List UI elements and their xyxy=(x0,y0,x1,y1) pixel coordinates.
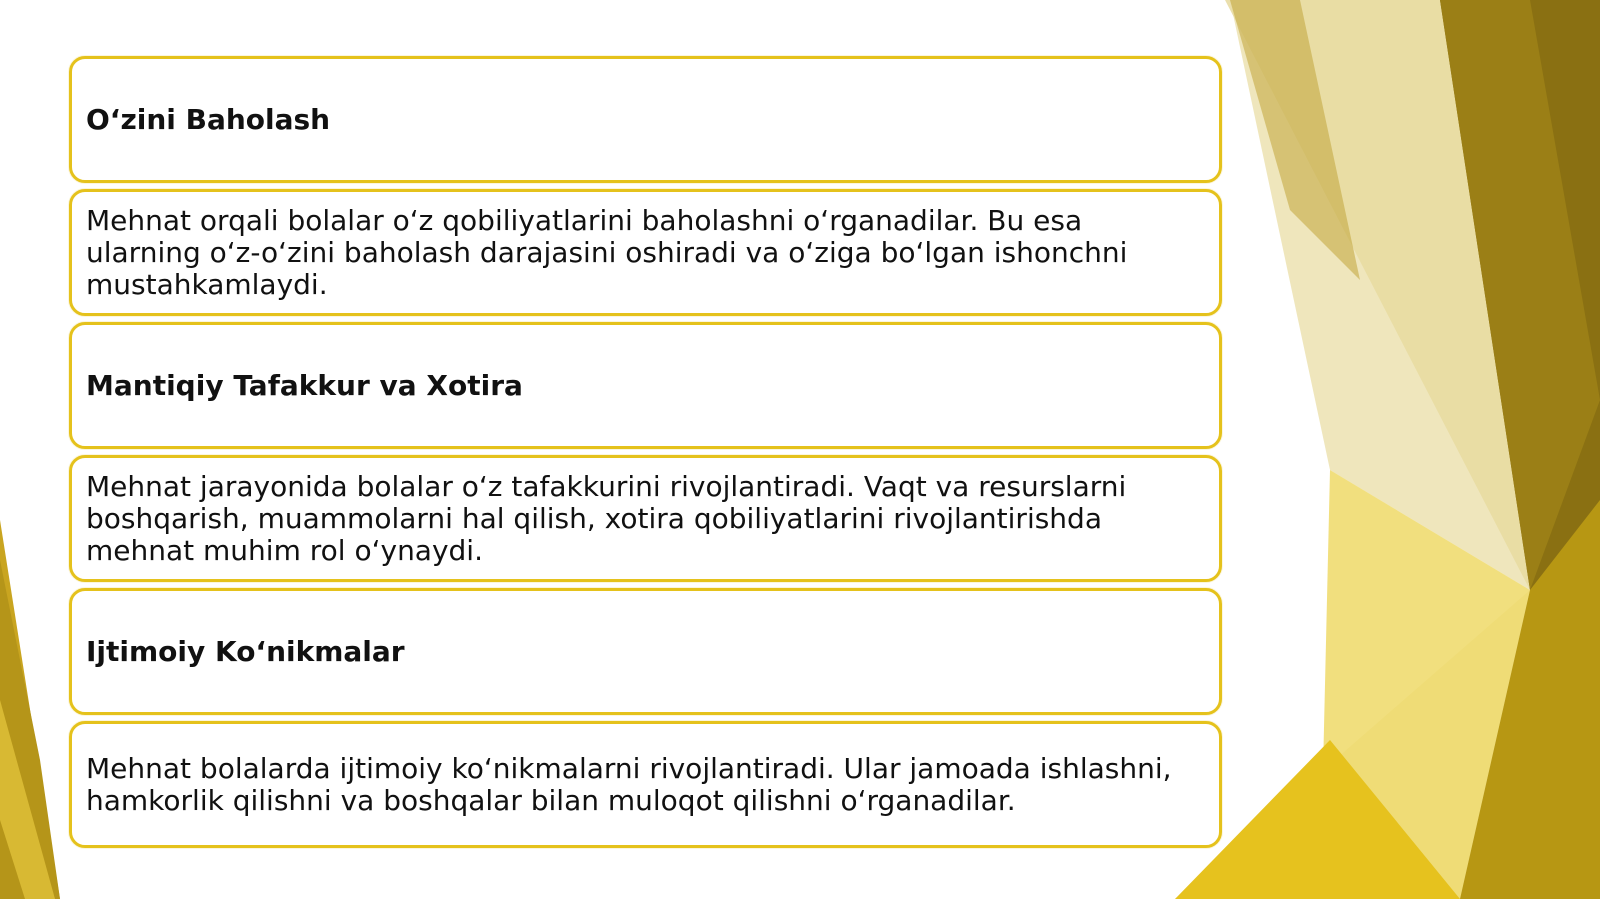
section-heading-self-assessment: O‘zini Baholash xyxy=(69,56,1222,183)
section-heading-logical-thinking: Mantiqiy Tafakkur va Xotira xyxy=(69,322,1222,449)
content-list xyxy=(69,56,1222,854)
section-text-self-assessment: Mehnat orqali bolalar o‘z qobiliyatlarini baholashni o‘rganadilar. Bu esa ularning o‘z-o‘zini baholash darajasini oshiradi va o‘ziga bo‘lgan ishonchni mustahkamlaydi. xyxy=(69,189,1222,316)
section-text-logical-thinking: Mehnat jarayonida bolalar o‘z tafakkurini rivojlantiradi. Vaqt va resurslarni boshqarish, muammolarni hal qilish, xotira qobiliyatlarini rivojlantirishda mehnat muhim rol o‘ynaydi. xyxy=(69,455,1222,582)
section-heading-social-skills: Ijtimoiy Ko‘nikmalar xyxy=(69,588,1222,715)
section-text-social-skills: Mehnat bolalarda ijtimoiy ko‘nikmalarni rivojlantiradi. Ular jamoada ishlashni, hamkorlik qilishni va boshqalar bilan muloqot qilishni o‘rganadilar. xyxy=(69,721,1222,848)
